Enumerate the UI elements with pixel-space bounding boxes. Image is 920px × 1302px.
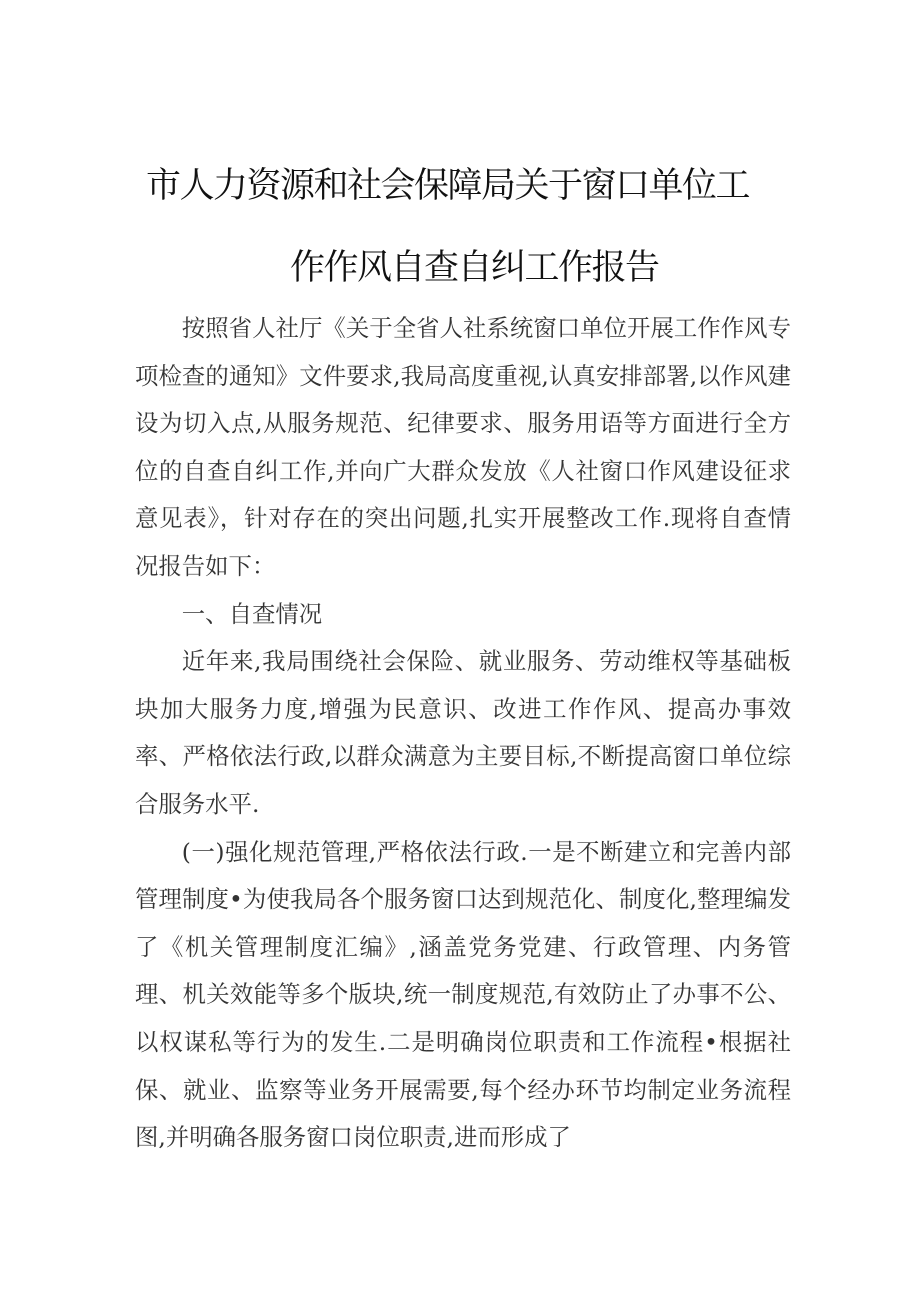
document-title-line-1: 市人力资源和社会保障局关于窗口单位工 (146, 166, 750, 206)
document-body (135, 305, 791, 1162)
intro-paragraph: 按照省人社厅《关于全省人社系统窗口单位开展工作作风专项检查的通知》文件要求,我局高度重视,认真安排部署,以作风建设为切入点,从服务规范、纪律要求、服务用语等方面进行全方位的自查自纠工作,并向广大群众发放《人社窗口作风建设征求意见表》，针对存在的突出问题,扎实开展整改工作.现将自查情况报告如下： (135, 314, 791, 580)
section-heading-self-inspection: 一、自查情况 (181, 599, 323, 628)
subsection-paragraph-1: (一)强化规范管理,严格依法行政.一是不断建立和完善内部管理制度•为使我局各个服务窗口达到规范化、制度化,整理编发了《机关管理制度汇编》,涵盖党务党建、行政管理、内务管理、机关效能等多个版块,统一制度规范,有效防止了办事不公、以权谋私等行为的发生.二是明确岗位职责和工作流程•根据社保、就业、监察等业务开展需要,每个经办环节均制定业务流程图,并明确各服务窗口岗位职责,进而形成了 (135, 837, 791, 1152)
document-title-line-2: 作作风自查自纠工作报告 (290, 248, 659, 288)
overview-paragraph: 近年来,我局围绕社会保险、就业服务、劳动维权等基础板块加大服务力度,增强为民意识、改进工作作风、提高办事效率、严格依法行政,以群众满意为主要目标,不断提高窗口单位综合服务水平. (135, 647, 791, 818)
